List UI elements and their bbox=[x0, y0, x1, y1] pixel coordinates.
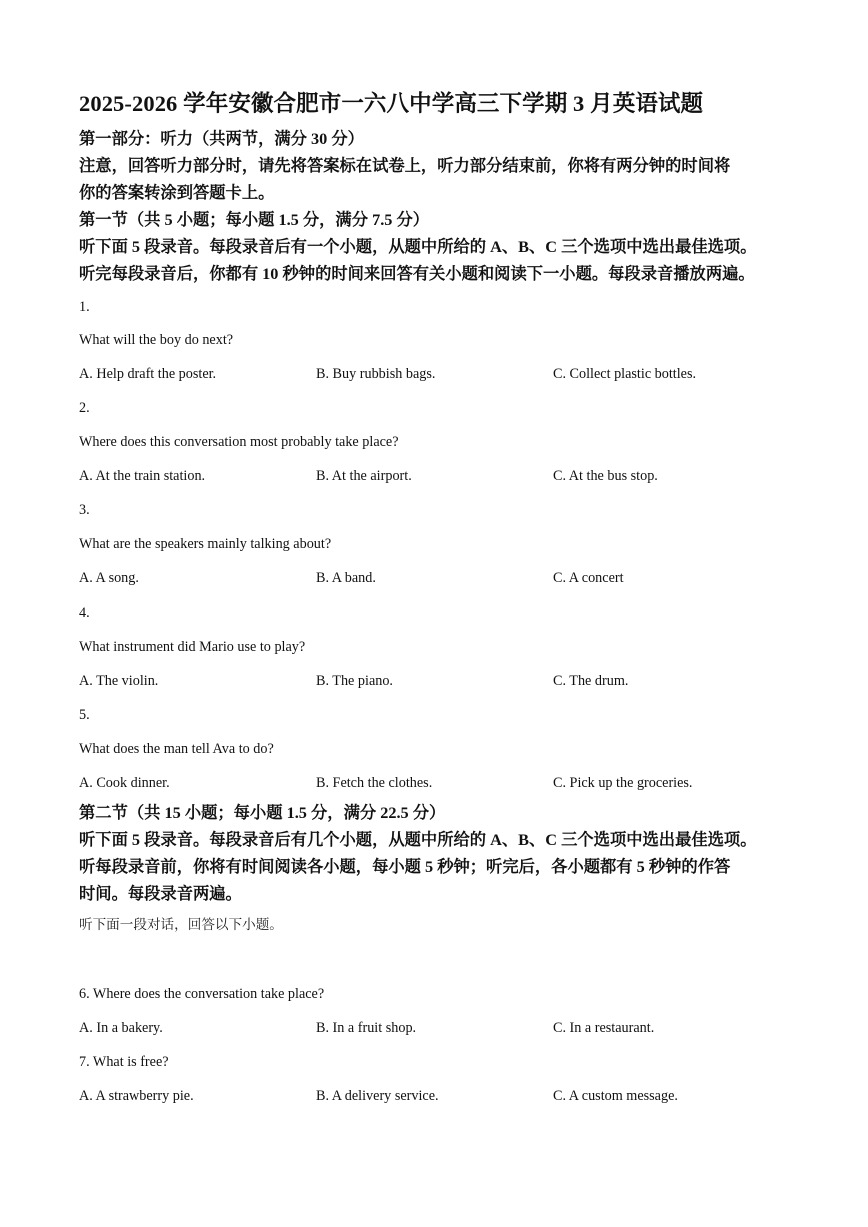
page-title: 2025-2026 学年安徽合肥市一六八中学高三下学期 3 月英语试题 bbox=[79, 91, 704, 116]
option-a: A. Help draft the poster. bbox=[79, 366, 217, 382]
question-text: What are the speakers mainly talking about? bbox=[79, 536, 332, 552]
part1-note-line2: 你的答案转涂到答题卡上。 bbox=[79, 183, 275, 202]
part1-note-line1: 注意，回答听力部分时，请先将答案标在试卷上，听力部分结束前，你将有两分钟的时间将 bbox=[79, 156, 731, 175]
question-number: 3. bbox=[79, 502, 90, 518]
question-number: 1. bbox=[79, 299, 90, 315]
option-c: C. The drum. bbox=[553, 673, 629, 689]
section1-heading: 第一节（共 5 小题；每小题 1.5 分，满分 7.5 分） bbox=[79, 210, 430, 229]
question-text: What does the man tell Ava to do? bbox=[79, 741, 274, 757]
option-c: C. At the bus stop. bbox=[553, 468, 658, 484]
option-c: C. Collect plastic bottles. bbox=[553, 366, 697, 382]
question-number: 2. bbox=[79, 400, 90, 416]
section2-heading: 第二节（共 15 小题；每小题 1.5 分，满分 22.5 分） bbox=[79, 803, 446, 822]
option-c: C. A custom message. bbox=[553, 1088, 678, 1104]
part1-heading: 第一部分：听力（共两节，满分 30 分） bbox=[79, 129, 364, 148]
option-b: B. A delivery service. bbox=[316, 1088, 439, 1104]
section1-instruction-line2: 听完每段录音后，你都有 10 秒钟的时间来回答有关小题和阅读下一小题。每段录音播放两遍。 bbox=[79, 264, 755, 283]
section2-instruction-line2: 听每段录音前，你将有时间阅读各小题，每小题 5 秒钟；听完后，各小题都有 5 秒钟的作答 bbox=[79, 857, 731, 876]
question-number: 4. bbox=[79, 605, 90, 621]
option-c: C. A concert bbox=[553, 570, 624, 586]
option-b: B. Fetch the clothes. bbox=[316, 775, 433, 791]
option-a: A. Cook dinner. bbox=[79, 775, 170, 791]
option-a: A. A song. bbox=[79, 570, 139, 586]
option-b: B. A band. bbox=[316, 570, 376, 586]
question-text: 6. Where does the conversation take place? bbox=[79, 986, 325, 1002]
question-text: What instrument did Mario use to play? bbox=[79, 639, 306, 655]
option-b: B. At the airport. bbox=[316, 468, 412, 484]
section2-instruction-line3: 时间。每段录音两遍。 bbox=[79, 884, 242, 903]
dialogue-intro: 听下面一段对话，回答以下小题。 bbox=[79, 917, 283, 932]
option-a: A. In a bakery. bbox=[79, 1020, 163, 1036]
question-text: 7. What is free? bbox=[79, 1054, 169, 1070]
option-c: C. Pick up the groceries. bbox=[553, 775, 693, 791]
option-c: C. In a restaurant. bbox=[553, 1020, 655, 1036]
question-number: 5. bbox=[79, 707, 90, 723]
option-b: B. The piano. bbox=[316, 673, 393, 689]
section1-instruction-line1: 听下面 5 段录音。每段录音后有一个小题，从题中所给的 A、B、C 三个选项中选出最佳选项。 bbox=[79, 237, 757, 256]
question-text: Where does this conversation most probably take place? bbox=[79, 434, 399, 450]
option-a: A. The violin. bbox=[79, 673, 159, 689]
question-text: What will the boy do next? bbox=[79, 332, 234, 348]
option-b: B. In a fruit shop. bbox=[316, 1020, 417, 1036]
option-b: B. Buy rubbish bags. bbox=[316, 366, 436, 382]
section2-instruction-line1: 听下面 5 段录音。每段录音后有几个小题，从题中所给的 A、B、C 三个选项中选出最佳选项。 bbox=[79, 830, 757, 849]
option-a: A. At the train station. bbox=[79, 468, 206, 484]
option-a: A. A strawberry pie. bbox=[79, 1088, 194, 1104]
